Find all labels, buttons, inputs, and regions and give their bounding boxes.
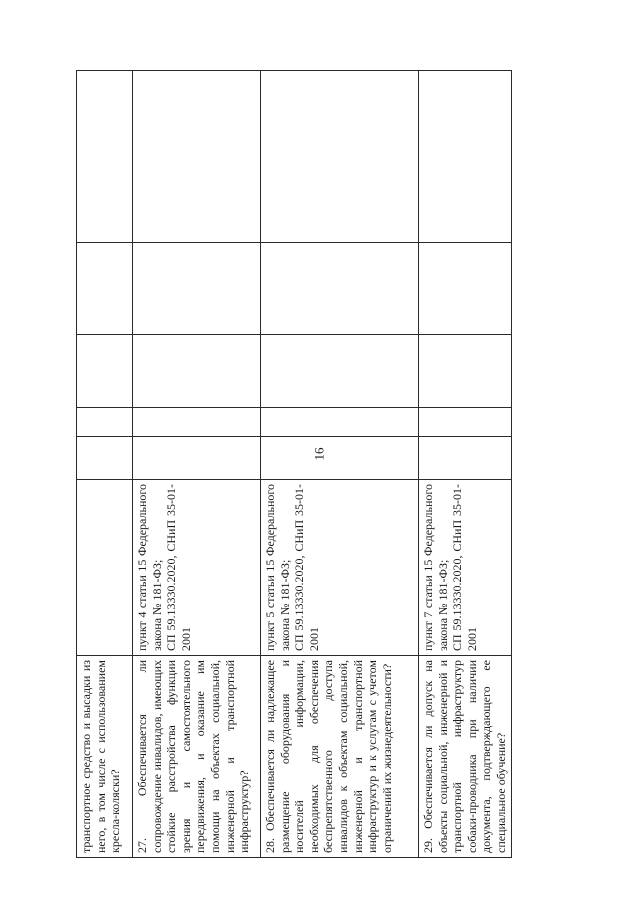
- answer-cell: [77, 243, 133, 335]
- table-row: [261, 71, 419, 858]
- reference-cell: [77, 480, 133, 656]
- reference-line: СП 59.13330.2020, СНиП 35-01-2001: [292, 484, 321, 651]
- answer-cell: [77, 437, 133, 480]
- reference-line: пункт 7 статьи 15 Федерального закона № 181-ФЗ;: [421, 484, 450, 651]
- answer-cell: [419, 437, 512, 480]
- answer-cell: [261, 408, 419, 437]
- answer-cell: [419, 243, 512, 335]
- reference-line: СП 59.13330.2020, СНиП 35-01-2001: [164, 484, 193, 651]
- question-cell: 29. Обеспечивается ли допуск на объекты социальной, инженерной и транспортной инфраструктур собаки-проводника при наличии документа, подтверждающего ее специальное обучение?: [419, 656, 512, 858]
- question-cell: 27. Обеспечивается ли сопровождение инвалидов, имеющих стойкие расстройства функции зрения и самостоятельного передвижения, и оказание им помощи на объектах социальной, инженерной и транспортной инфраструктур?: [133, 656, 261, 858]
- answer-cell: [261, 437, 419, 480]
- answer-cell: [77, 335, 133, 408]
- answer-cell: [419, 335, 512, 408]
- question-cell: 28. Обеспечивается ли надлежащее размещение оборудования и носителей информации, необходимых для обеспечения беспрепятственного доступа инвалидов к объектам социальной, инженерной и транспортной инфраструктур и к услугам с учетом ограничений их жизнедеятельности?: [261, 656, 419, 858]
- reference-cell: [261, 480, 419, 656]
- note-cell: [133, 71, 261, 243]
- reference-cell: [133, 480, 261, 656]
- answer-cell: [133, 335, 261, 408]
- reference-line: пункт 5 статьи 15 Федерального закона № 181-ФЗ;: [263, 484, 292, 651]
- note-cell: [261, 71, 419, 243]
- note-cell: [77, 71, 133, 243]
- answer-cell: [261, 335, 419, 408]
- answer-cell: [133, 408, 261, 437]
- reference-line: пункт 4 статьи 15 Федерального закона № 181-ФЗ;: [135, 484, 164, 651]
- table-row: [419, 71, 512, 858]
- answer-cell: [133, 437, 261, 480]
- answer-cell: [261, 243, 419, 335]
- checklist-table: [76, 70, 512, 858]
- note-cell: [419, 71, 512, 243]
- reference-cell: [419, 480, 512, 656]
- answer-cell: [133, 243, 261, 335]
- reference-line: СП 59.13330.2020, СНиП 35-01-2001: [450, 484, 479, 651]
- question-cell: транспортное средство и высадки из него, в том числе с использованием кресла-коляски?: [77, 656, 133, 858]
- table-row: [133, 71, 261, 858]
- page-number: 16: [311, 447, 327, 461]
- rotated-table-wrapper: [76, 71, 508, 858]
- table-row: [77, 71, 133, 858]
- answer-cell: [419, 408, 512, 437]
- rotated-table: [76, 71, 508, 858]
- answer-cell: [77, 408, 133, 437]
